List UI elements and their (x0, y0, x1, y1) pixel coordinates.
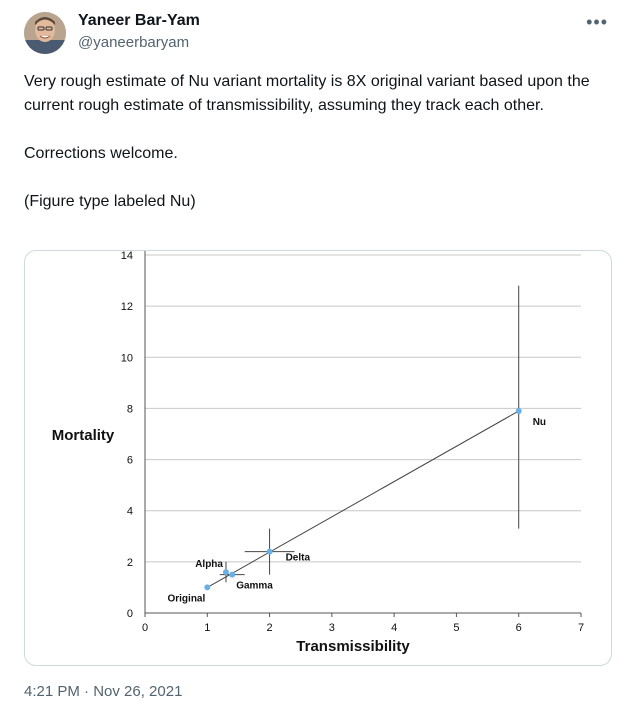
point-label: Alpha (195, 559, 223, 571)
tweet-media-chart[interactable] (24, 250, 612, 666)
point-label: Delta (285, 552, 311, 564)
x-tick-label: 1 (204, 622, 211, 634)
x-tick-label: 6 (515, 622, 522, 634)
x-tick-label: 2 (266, 622, 273, 634)
more-horizontal-icon[interactable]: ••• (586, 12, 608, 32)
x-tick-label: 0 (141, 622, 149, 634)
y-tick-label: 8 (126, 403, 133, 416)
chart-svg (25, 251, 611, 665)
x-tick-label: 5 (453, 622, 460, 634)
data-point (229, 572, 235, 578)
data-point (516, 408, 522, 414)
x-axis-label: Transmissibility (296, 638, 410, 655)
x-tick-label: 4 (391, 622, 398, 634)
x-tick-label: 7 (577, 622, 585, 634)
author-name[interactable]: Yaneer Bar-Yam (78, 12, 200, 29)
avatar-image (24, 12, 66, 54)
tweet-header (24, 12, 614, 56)
point-label: Gamma (236, 580, 273, 592)
author-avatar[interactable] (24, 12, 66, 54)
data-point (204, 584, 210, 590)
tweet-text (24, 70, 614, 214)
y-tick-label: 2 (126, 556, 133, 569)
tweet-paragraph: Very rough estimate of Nu variant mortality is 8X original variant based upon the current rough estimate of transmissibility, assuming they track each other. (24, 73, 590, 114)
y-tick-label: 12 (120, 301, 133, 314)
tweet-timestamp[interactable]: 4:21 PM · Nov 26, 2021 (24, 683, 183, 700)
tweet-paragraph: Corrections welcome. (24, 145, 178, 162)
tweet-paragraph: (Figure type labeled Nu) (24, 193, 196, 210)
data-point (267, 549, 273, 555)
author-handle[interactable]: @yaneerbaryam (78, 34, 190, 51)
y-tick-label: 4 (126, 505, 133, 518)
point-label: Nu (532, 416, 547, 428)
y-axis-label: Mortality (51, 427, 115, 444)
y-tick-label: 6 (126, 454, 133, 467)
trend-line (207, 411, 518, 587)
point-label: Original (167, 593, 206, 605)
y-tick-label: 14 (120, 251, 133, 262)
y-tick-label: 10 (120, 352, 133, 365)
y-tick-label: 0 (126, 608, 133, 620)
x-tick-label: 3 (328, 622, 335, 634)
data-point (223, 569, 229, 575)
